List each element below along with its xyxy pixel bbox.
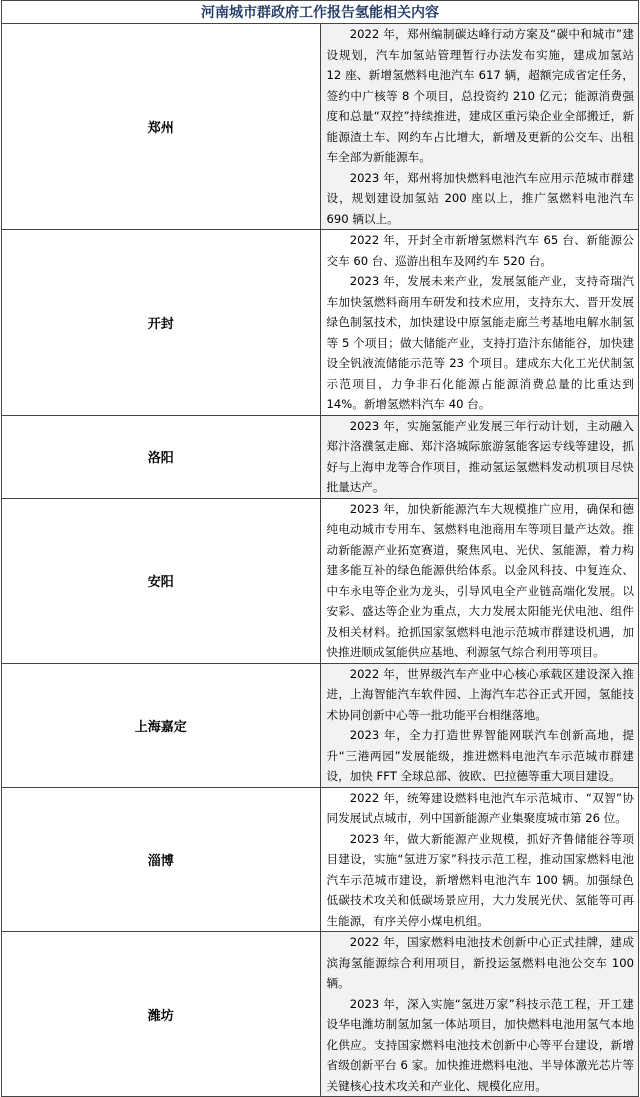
table-row [2, 24, 639, 230]
paragraph: 2022 年，郑州编制碳达峰行动方案及“碳中和城市”建设规划，汽车加氢站管理暂行办法发布实施，建成加氢站 12 座、新增氢燃料电池汽车 617 辆，超额完成省定任务，签约中广核等 8 个项目，总投资约 210 亿元；能源消费强度和总量“双控”持续推进，建成区重污染企业全部搬迁，新能源渣土车、网约车占比增大，新增及更新的公交车、出租车全部为新能源车。 [326, 27, 634, 164]
content-cell [320, 415, 639, 498]
paragraph: 2023 年，做大新能源产业规模，抓好齐鲁储能谷等项目建设，实施“氢进万家”科技示范工程，推动国家燃料电池汽车示范城市建设，新增燃料电池汽车 100 辆。加强绿色低碳技术攻关和低碳场景应用，大力发展光伏、氢能等可再生能源，有序关停小煤电机组。 [326, 831, 634, 928]
city-cell: 上海嘉定 [2, 663, 321, 787]
paragraph: 2023 年，全力打造世界智能网联汽车创新高地，提升“三港两园”发展能级，推进燃料电池汽车示范城市群建设，加快 FFT 全球总部、彼欧、巴拉德等重大项目建设。 [326, 728, 634, 783]
city-cell: 开封 [2, 230, 321, 416]
content-cell [320, 663, 639, 787]
paragraph: 2023 年，深入实施“氢进万家”科技示范工程，开工建设华电潍坊制氢加氢一体站项目，加快燃料电池用氢气本地化供应。支持国家燃料电池技术创新中心等平台建设，新增省级创新平台 6 家。加快推进燃料电池、半导体激光芯片等关键核心技术攻关和产业化、规模化应用。 [326, 996, 634, 1093]
table-row [2, 787, 639, 932]
paragraph: 2022 年，世界级汽车产业中心核心承载区建设深入推进，上海智能汽车软件园、上海汽车芯谷正式开园，氢能技术协同创新中心等一批功能平台相继落地。 [326, 666, 634, 722]
hydrogen-report-table [1, 0, 639, 1097]
paragraph: 2022 年，国家燃料电池技术创新中心正式挂牌，建成滨海氢能源综合利用项目，新投运氢燃料电池公交车 100 辆。 [326, 935, 634, 990]
table-row [2, 498, 639, 663]
table-row [2, 230, 639, 416]
table-title: 河南城市群政府工作报告氢能相关内容 [2, 1, 639, 24]
paragraph: 2023 年，实施氢能产业发展三年行动计划，主动融入郑汴洛濮氢走廊、郑汴洛城际旅游氢能客运专线等建设，抓好与上海申龙等合作项目，推动氢运氢燃料发动机项目尽快批量达产。 [326, 418, 634, 494]
table-row [2, 415, 639, 498]
content-cell [320, 24, 639, 230]
paragraph: 2023 年，加快新能源汽车大规模推广应用，确保和德纯电动城市专用车、氢燃料电池商用车等项目量产达效。推动新能源产业拓宽赛道，聚焦风电、光伏、氢能源，着力构建多能互补的绿色能源供给体系。以金风科技、中复连众、中车永电等企业为龙头，引导风电全产业链高端化发展。以安彩、盛达等企业为重点，大力发展太阳能光伏电池、组件及相关材料。抢抓国家氢燃料电池示范城市群建设机遇，加快推进顺成氢能供应基地、利源氢气综合利用等项目。 [326, 501, 634, 659]
city-cell: 郑州 [2, 24, 321, 230]
city-cell: 安阳 [2, 498, 321, 663]
content-cell [320, 932, 639, 1097]
paragraph: 2022 年，统筹建设燃料电池汽车示范城市、“双智”协同发展试点城市，列中国新能源产业集聚度城市第 26 位。 [326, 790, 634, 825]
paragraph: 2022 年，开封全市新增氢燃料汽车 65 台、新能源公交车 60 台、巡游出租车及网约车 520 台。 [326, 233, 634, 268]
paragraph: 2023 年，发展未来产业，发展氢能产业，支持奇瑞汽车加快氢燃料商用车研发和技术应用，支持东大、晋开发展绿色制氢技术，加快建设中原氢能走廊兰考基地电解水制氢等 5 个项目；做大储能产业，支持打造汴东储能谷，加快建设全钒液流储能示范等 23 个项目。建成东大化工光伏制氢示范项目，力争非石化能源占能源消费总量的比重达到 14%。新增氢燃料汽车 40 台。 [326, 274, 634, 411]
city-cell: 潍坊 [2, 932, 321, 1097]
paragraph: 2023 年，郑州将加快燃料电池汽车应用示范城市群建设，规划建设加氢站 200 座以上，推广氢燃料电池汽车 690 辆以上。 [326, 170, 634, 226]
table-row [2, 932, 639, 1097]
content-cell [320, 230, 639, 416]
content-cell [320, 787, 639, 932]
city-cell: 淄博 [2, 787, 321, 932]
content-cell [320, 498, 639, 663]
table-row [2, 663, 639, 787]
city-cell: 洛阳 [2, 415, 321, 498]
